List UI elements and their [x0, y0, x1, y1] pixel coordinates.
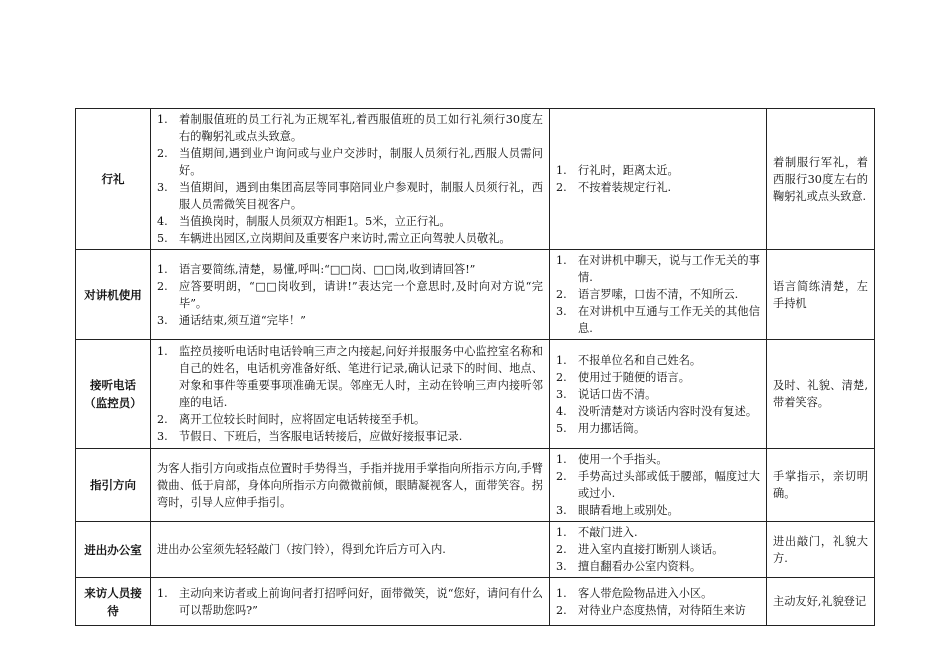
list-item: 3. 在对讲机中互通与工作无关的其他信息.	[556, 305, 760, 335]
table-row-salute	[76, 109, 875, 250]
prohibitions-cell	[550, 250, 767, 340]
list-item: 3. 当值期间，遇到由集团高层等同事陪同业户参观时，制服人员须行礼，西服人员需微笑目视客户。	[157, 181, 543, 211]
list-item: 1. 使用一个手指头。	[556, 453, 668, 466]
requirement-cell: 及时、礼貌、清楚,带着笑容。	[767, 340, 875, 449]
category-cell: 进出办公室	[76, 522, 151, 578]
list-item: 1. 语言要简练,清楚，易懂,呼叫:“□□岗、□□岗,收到请回答!”	[157, 262, 476, 276]
list-item: 5. 车辆进出园区,立岗期间及重要客户来访时,需立正向驾驶人员敬礼。	[157, 232, 511, 245]
list-item: 3. 节假日、下班后，当客服电话转接后，应做好接报事记录.	[157, 430, 463, 443]
list-item: 2. 对待业户态度热情，对待陌生来访	[556, 603, 746, 617]
list-item: 1. 着制服值班的员工行礼为正规军礼,着西服值班的员工如行礼须行30度左右的鞠躬礼或点头致意。	[157, 113, 543, 143]
list-item: 2. 当值期间,遇到业户询问或与业户交涉时，制服人员须行礼,西服人员需问好。	[157, 147, 543, 177]
requirement-cell: 进出敲门，礼貌大方.	[767, 522, 875, 578]
table-row-walkie-talkie	[76, 250, 875, 340]
prohibitions-cell	[550, 109, 767, 250]
requirement-cell: 手掌指示，亲切明确。	[767, 449, 875, 522]
list-item: 3. 通话结束,须互道“完毕！”	[157, 313, 306, 327]
standards-cell	[151, 109, 550, 250]
list-item: 4. 当值换岗时，制服人员须双方相距1。5米，立正行礼。	[157, 215, 451, 228]
list-item: 1. 监控员接听电话时电话铃响三声之内接起,问好并报服务中心监控室名称和自己的姓名，电话机旁准备好纸、笔进行记录,确认记录下的时间、地点、对象和事件等重要事项准确无误。邻座无人时，主动在铃响三声内接听邻座的电话.	[157, 345, 543, 409]
standards-cell: 进出办公室须先轻轻敲门（按门铃），得到允许后方可入内.	[151, 522, 550, 578]
category-cell: 来访人员接待	[76, 578, 151, 626]
prohibitions-cell	[550, 449, 767, 522]
etiquette-standards-table	[75, 108, 875, 626]
list-item: 2. 语言罗嗦，口齿不清，不知所云.	[556, 288, 739, 301]
category-cell: 行礼	[76, 109, 151, 250]
list-item: 1. 客人带危险物品进入小区。	[556, 586, 713, 600]
list-item: 5. 用力挪话筒。	[556, 421, 646, 435]
requirement-cell: 着制服行军礼，着西服行30度左右的鞠躬礼或点头致意.	[767, 109, 875, 250]
category-cell: 指引方向	[76, 449, 151, 522]
table-row-phone	[76, 340, 875, 449]
table-row-office	[76, 522, 875, 578]
list-item: 4. 没听清楚对方谈话内容时没有复述。	[556, 404, 758, 418]
standards-cell	[151, 340, 550, 449]
list-item: 2. 离开工位较长时间时，应将固定电话转接至手机。	[157, 413, 426, 426]
standards-cell: 为客人指引方向或指点位置时手势得当，手指并拢用手掌指向所指示方向,手臂微曲、低于肩部，身体向所指示方向微微前倾，眼睛凝视客人，面带笑容。拐弯时，引导人应伸手指引。	[151, 449, 550, 522]
list-item: 3. 眼睛看地上或别处。	[556, 504, 679, 517]
list-item: 1. 不敲门进入.	[556, 526, 638, 539]
prohibitions-cell	[550, 340, 767, 449]
table-row-directions	[76, 449, 875, 522]
category-cell: 对讲机使用	[76, 250, 151, 340]
category-cell: 接听电话（监控员）	[76, 340, 151, 449]
table-row-visitor	[76, 578, 875, 626]
prohibitions-cell	[550, 578, 767, 626]
list-item: 1. 不报单位名和自己姓名。	[556, 353, 702, 367]
requirement-cell: 语言简练清楚，左手持机	[767, 250, 875, 340]
standards-cell	[151, 578, 550, 626]
list-item: 2. 应答要明朗，“□□岗收到，请讲!”表达完一个意思时,及时向对方说“完毕”。	[157, 279, 543, 310]
list-item: 3. 说话口齿不清。	[556, 387, 657, 401]
standards-cell	[151, 250, 550, 340]
list-item: 2. 手势高过头部或低于腰部，幅度过大或过小.	[556, 470, 760, 500]
list-item: 1. 主动向来访者或上前询问者打招呼问好，面带微笑，说“您好，请问有什么可以帮助您吗?”	[157, 586, 543, 617]
list-item: 2. 不按着装规定行礼.	[556, 181, 672, 194]
list-item: 2. 进入室内直接打断别人谈话。	[556, 543, 724, 556]
list-item: 1. 行礼时，距离太近。	[556, 164, 679, 177]
list-item: 1. 在对讲机中聊天，说与工作无关的事情.	[556, 254, 760, 284]
requirement-cell: 主动友好,礼貌登记	[767, 578, 875, 626]
prohibitions-cell	[550, 522, 767, 578]
list-item: 3. 擅自翻看办公室内资料。	[556, 560, 702, 573]
list-item: 2. 使用过于随便的语言。	[556, 370, 690, 384]
